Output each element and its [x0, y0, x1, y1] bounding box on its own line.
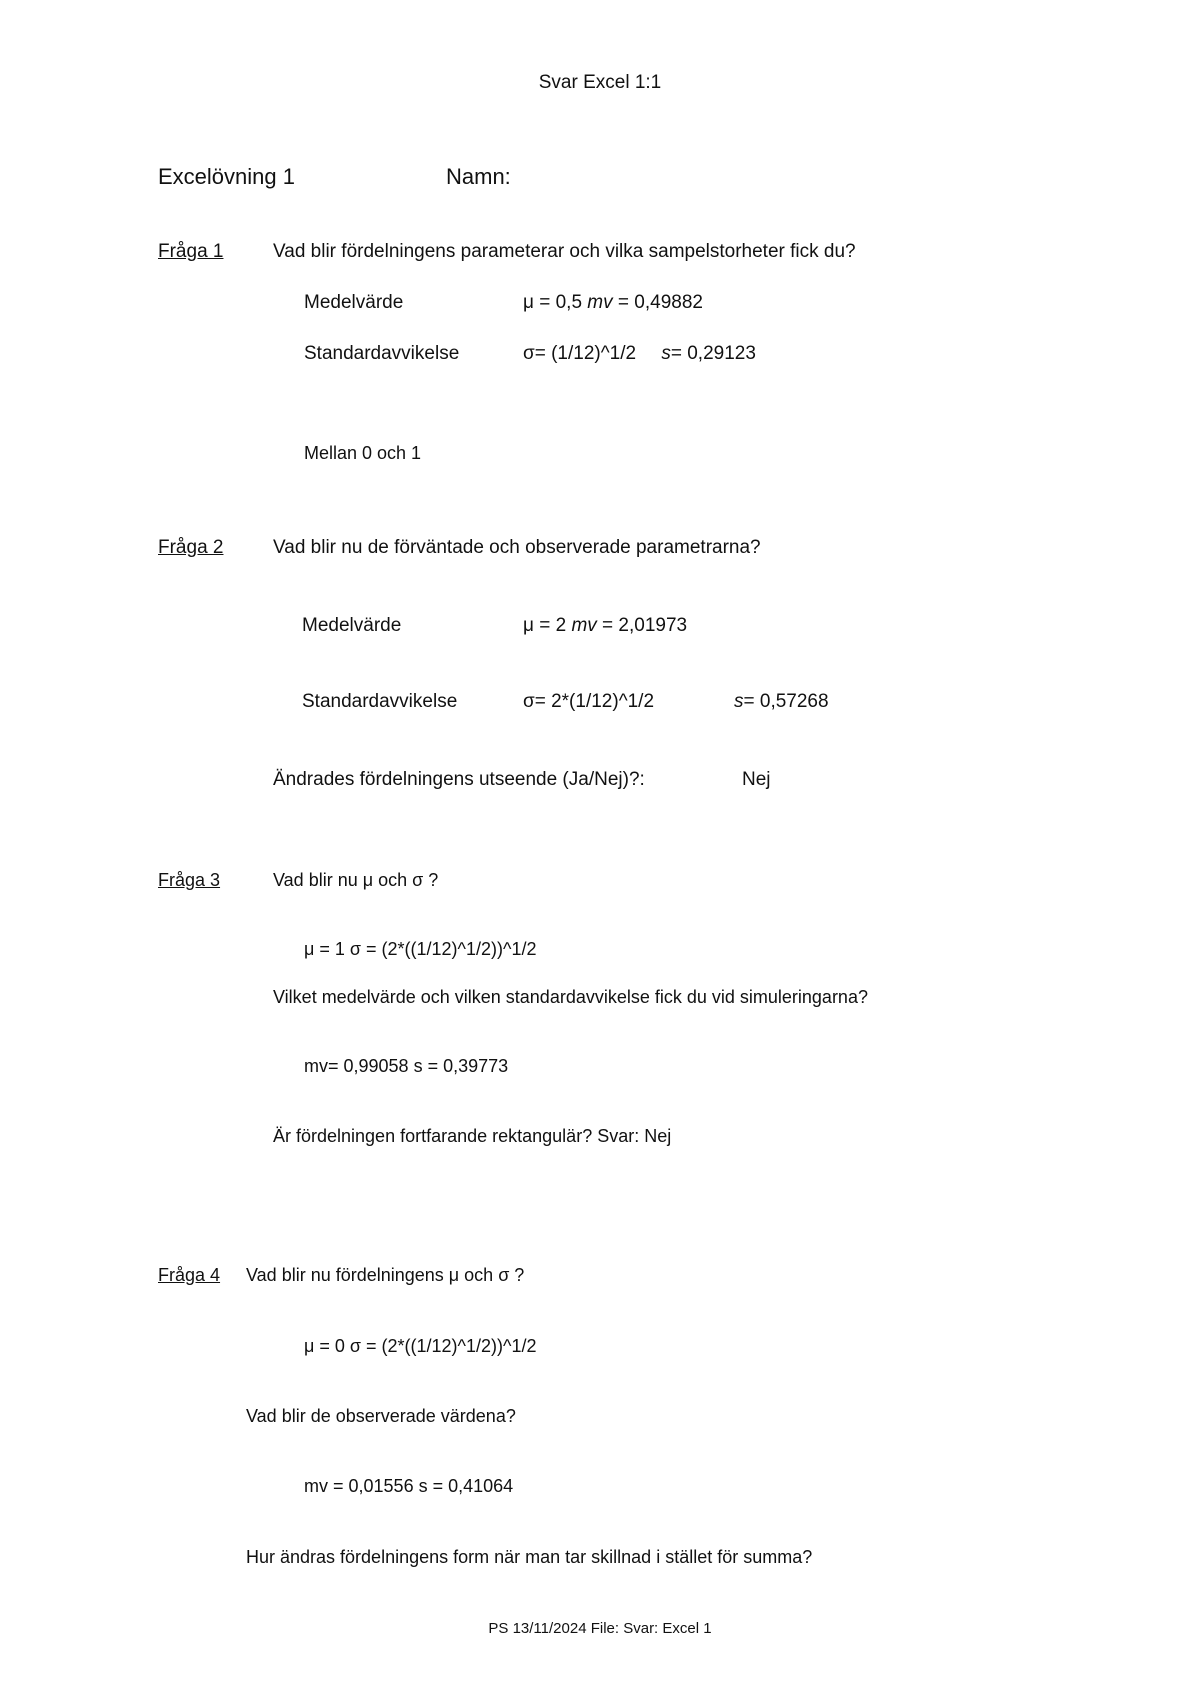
q2-s-value: = 0,57268 [743, 691, 829, 712]
q1-mv-symbol: mv [587, 292, 613, 313]
q1-mean-value [523, 292, 703, 314]
q3-simulation-question: Vilket medelvärde och vilken standardavvikelse fick du vid simuleringarna? [273, 987, 868, 1007]
q2-shape-question: Ändrades fördelningens utseende (Ja/Nej)?: [273, 769, 645, 790]
q2-sd-value [523, 691, 654, 713]
q1-sigma-value: σ= (1/12)^1/2 [523, 343, 637, 364]
question-4-label: Fråga 4 [158, 1265, 221, 1285]
q4-answer: μ = 0 σ = (2*((1/12)^1/2))^1/2 [304, 1336, 537, 1356]
q2-mv-value: = 2,01973 [596, 615, 688, 636]
q2-mean-value [523, 615, 687, 637]
q2-sd-label: Standardavvikelse [302, 691, 458, 712]
name-label: Namn: [446, 164, 511, 189]
q4-observed-question: Vad blir de observerade värdena? [246, 1406, 516, 1426]
question-3-text: Vad blir nu μ och σ ? [273, 870, 439, 890]
q1-s-symbol: s [661, 343, 671, 364]
q3-answer: μ = 1 σ = (2*((1/12)^1/2))^1/2 [304, 939, 537, 959]
exercise-title: Excelövning 1 [158, 164, 295, 189]
q3-simulation-answer: mv= 0,99058 s = 0,39773 [304, 1056, 509, 1076]
question-1-text: Vad blir fördelningens parameterar och vilka sampelstorheter fick du? [273, 241, 856, 262]
q1-range-answer: Mellan 0 och 1 [304, 443, 422, 463]
question-2-text: Vad blir nu de förväntade och observerade parametrarna? [273, 537, 761, 558]
q1-mean-label: Medelvärde [304, 292, 404, 313]
question-1-label: Fråga 1 [158, 241, 224, 262]
q2-s-symbol: s [734, 691, 744, 712]
q2-shape-answer: Nej [742, 769, 771, 790]
page-footer: PS 13/11/2024 File: Svar: Excel 1 [488, 1620, 712, 1637]
question-2-label: Fråga 2 [158, 537, 224, 558]
q1-s-value: = 0,29123 [670, 343, 756, 364]
q1-mv-value: = 0,49882 [612, 292, 703, 313]
question-3-label: Fråga 3 [158, 870, 221, 890]
q4-observed-answer: mv = 0,01556 s = 0,41064 [304, 1476, 514, 1496]
page-header: Svar Excel 1:1 [538, 72, 662, 93]
q1-mu-value: μ = 0,5 [523, 292, 583, 313]
q1-sd-label: Standardavvikelse [304, 343, 460, 364]
q2-mean-label: Medelvärde [302, 615, 402, 636]
q4-form-question: Hur ändras fördelningens form när man tar skillnad i stället för summa? [246, 1547, 813, 1567]
q2-mu-value: μ = 2 [523, 615, 567, 636]
q2-s-value-wrap [734, 691, 829, 713]
q2-sigma-value: σ= 2*(1/12)^1/2 [523, 691, 655, 712]
q3-rectangular-question: Är fördelningen fortfarande rektangulär? Svar: Nej [273, 1126, 672, 1146]
question-4-text: Vad blir nu fördelningens μ och σ ? [246, 1265, 525, 1285]
q1-sd-value [523, 343, 756, 365]
q2-mv-symbol: mv [571, 615, 597, 636]
